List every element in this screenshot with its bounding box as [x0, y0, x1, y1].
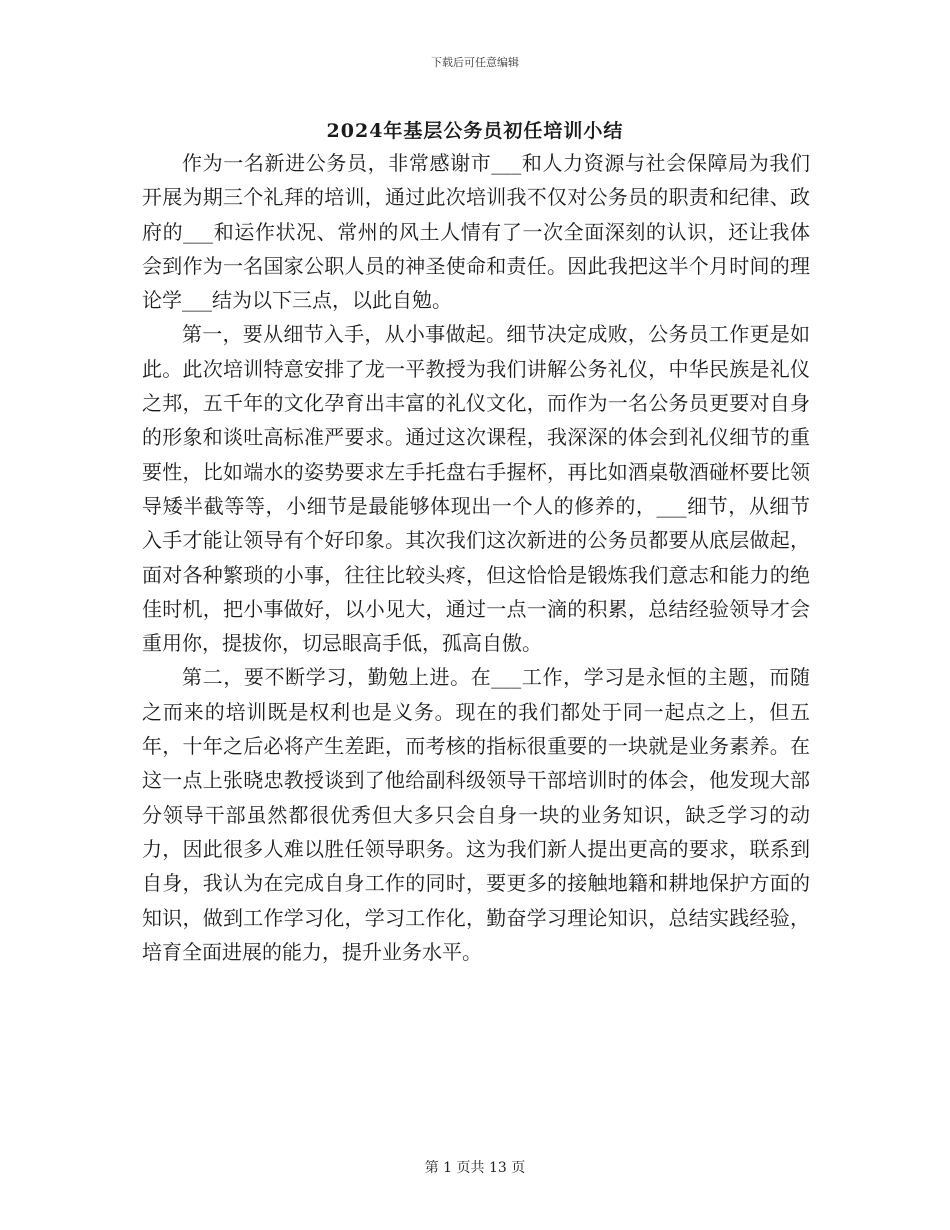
paragraph-first-point: 第一，要从细节入手，从小事做起。细节决定成败，公务员工作更是如此。此次培训特意安排了龙一平教授为我们讲解公务礼仪，中华民族是礼仪之邦，五千年的文化孕育出丰富的礼仪文化，而作为一名公务员更要对自身的形象和谈吐高标准严要求。通过这次课程，我深深的体会到礼仪细节的重要性，比如端水的姿势要求左手托盘右手握杯，再比如酒桌敬酒碰杯要比领导矮半截等等，小细节是最能够体现出一个人的修养的，___细节，从细节入手才能让领导有个好印象。其次我们这次新进的公务员都要从底层做起，面对各种繁琐的小事，往往比较头疼，但这恰恰是锻炼我们意志和能力的绝佳时机，把小事做好，以小见大，通过一点一滴的积累，总结经验领导才会重用你，提拔你，切忌眼高手低，孤高自傲。	[142, 322, 810, 656]
page-header-note: 下载后可任意编辑	[431, 56, 519, 69]
document-title: 2024年基层公务员初任培训小结	[326, 120, 624, 142]
document-body	[142, 146, 810, 969]
paragraph-second-point: 第二，要不断学习，勤勉上进。在___工作，学习是永恒的主题，而随之而来的培训既是权利也是义务。现在的我们都处于同一起点之上，但五年，十年之后必将产生差距，而考核的指标很重要的一块就是业务素养。在这一点上张晓忠教授谈到了他给副科级领导干部培训时的体会，他发现大部分领导干部虽然都很优秀但大多只会自身一块的业务知识，缺乏学习的动力，因此很多人难以胜任领导职务。这为我们新人提出更高的要求，联系到自身，我认为在完成自身工作的同时，要更多的接触地籍和耕地保护方面的知识，做到工作学习化，学习工作化，勤奋学习理论知识，总结实践经验，培育全面进展的能力，提升业务水平。	[142, 665, 810, 964]
page-number-footer: 第 1 页共 13 页	[424, 1160, 526, 1176]
paragraph-intro: 作为一名新进公务员，非常感谢市___和人力资源与社会保障局为我们开展为期三个礼拜的培训，通过此次培训我不仅对公务员的职责和纪律、政府的___和运作状况、常州的风土人情有了一次全面深刻的认识，还让我体会到作为一名国家公职人员的神圣使命和责任。因此我把这半个月时间的理论学___结为以下三点，以此自勉。	[142, 151, 810, 313]
